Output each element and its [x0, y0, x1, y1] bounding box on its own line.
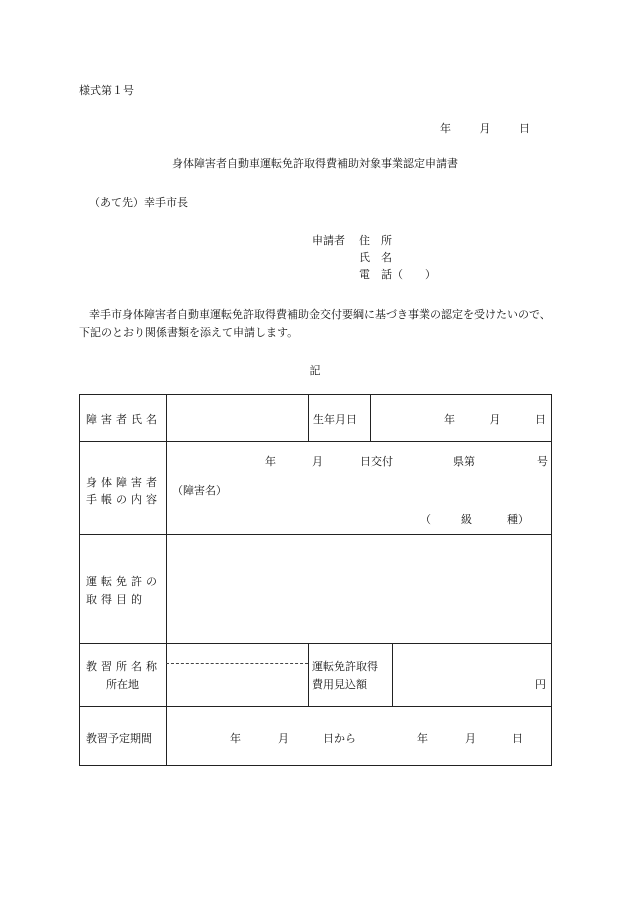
handbook-go: 号 [537, 455, 548, 468]
row-divider [80, 706, 551, 707]
disabled-person-name-label: 障害者氏名 [86, 413, 161, 426]
form-number: 様式第１号 [79, 84, 134, 97]
dob-label: 生年月日 [313, 413, 357, 426]
document-title: 身体障害者自動車運転免許取得費補助対象事業認定申請書 [172, 157, 458, 170]
yen-unit: 円 [535, 678, 546, 691]
application-date [440, 120, 530, 136]
date-month: 月 [479, 122, 491, 135]
row-divider [80, 643, 551, 644]
handbook-issued-day: 日交付 [360, 455, 393, 468]
handbook-issued-month: 月 [312, 455, 323, 468]
handbook-label: 身体障害者 手帳の内容 [86, 476, 161, 506]
driving-school-label: 教習所名称 所在地 [86, 660, 161, 691]
handbook-pref-number: 県第 [453, 455, 475, 468]
name-label: 氏 名 [359, 251, 392, 264]
period-from-month: 月 [278, 732, 289, 745]
column-divider [370, 395, 371, 441]
column-divider [308, 643, 309, 706]
dob-value: 年 月 日 [444, 413, 546, 426]
period-from-day: 日から [323, 732, 356, 745]
application-table [79, 394, 552, 766]
grade-shu: 種） [507, 513, 529, 526]
column-divider [308, 395, 309, 441]
address-label: 住 所 [359, 234, 392, 247]
grade-open: （ [420, 513, 431, 526]
license-cost-label: 運転免許取得 費用見込額 [312, 660, 378, 691]
applicant-role: 申請者 [312, 234, 345, 247]
period-from-year: 年 [230, 732, 241, 745]
column-divider [392, 643, 393, 706]
dashed-divider [166, 663, 308, 664]
date-year: 年 [440, 122, 451, 135]
period-to-day: 日 [512, 732, 523, 745]
body-text: 幸手市身体障害者自動車運転免許取得費補助金交付要綱に基づき事業の認定を受けたいので、下記のとおり関係書類を添えて申請します。 [79, 308, 551, 339]
column-divider [166, 395, 167, 765]
applicant-block [312, 232, 436, 283]
grade-kyu: 級 [461, 513, 472, 526]
disability-name: （障害名） [172, 484, 227, 497]
addressee: （あて先）幸手市長 [89, 196, 188, 209]
ki-heading: 記 [309, 364, 321, 377]
phone-label: 電 話（ ） [359, 268, 436, 281]
row-divider [80, 441, 551, 442]
date-day: 日 [519, 122, 530, 135]
row-divider [80, 534, 551, 535]
period-to-month: 月 [465, 732, 476, 745]
training-period-label: 教習予定期間 [86, 732, 152, 745]
handbook-issued-year: 年 [265, 455, 276, 468]
period-to-year: 年 [417, 732, 428, 745]
license-purpose-label: 運転免許の 取得目的 [86, 575, 161, 606]
